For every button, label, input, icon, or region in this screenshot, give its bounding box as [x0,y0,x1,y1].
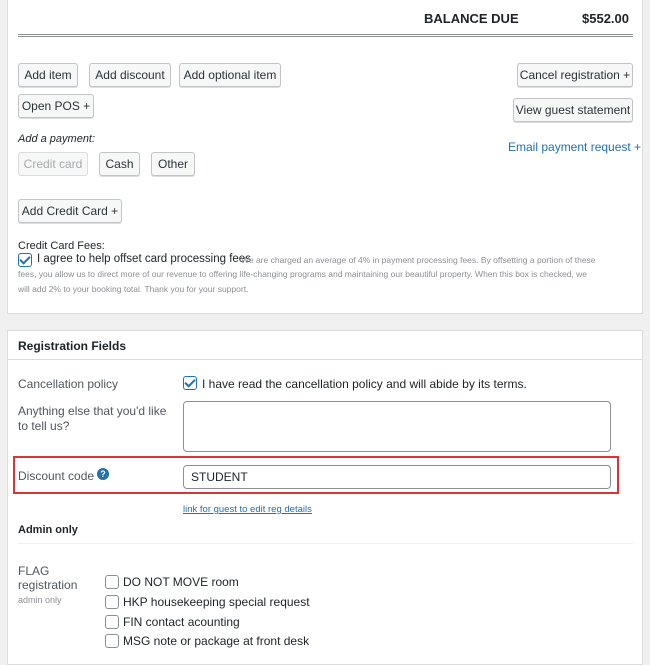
add-credit-card-button[interactable]: Add Credit Card + [18,199,122,223]
balance-label: BALANCE DUE [424,11,519,26]
help-icon[interactable]: ? [97,468,109,480]
flag-label-hkp[interactable]: HKP housekeeping special request [123,595,310,609]
edit-reg-details-link[interactable]: link for guest to edit reg details [183,504,312,515]
offset-fees-checkbox[interactable] [18,253,32,267]
view-guest-statement-button[interactable]: View guest statement [513,98,633,122]
cancellation-policy-checkbox[interactable] [183,376,197,390]
registration-title: Registration Fields [18,339,127,353]
fees-description-line-2: fees, you allow us to direct more of our revenue to offering life-changing programs and maintaining our beautiful property. When this box is checked, we [18,269,588,279]
flag-label-msg[interactable]: MSG note or package at front desk [123,634,310,648]
discount-code-value: STUDENT [191,470,248,484]
add-item-button[interactable]: Add item [18,63,78,87]
flag-checkbox-fin[interactable] [105,615,119,629]
discount-code-input[interactable] [183,465,611,489]
cancel-registration-button[interactable]: Cancel registration + [517,63,633,87]
payment-panel [7,0,643,314]
balance-divider [18,34,633,37]
add-payment-heading: Add a payment: [18,133,96,145]
cancellation-policy-label: Cancellation policy [18,377,119,391]
flag-label-line-2: registration [18,578,78,592]
anything-else-textarea[interactable] [183,401,611,452]
credit-card-fees-heading: Credit Card Fees: [18,240,105,252]
admin-only-heading: Admin only [18,524,78,536]
flag-label-fin[interactable]: FIN contact acounting [123,615,240,629]
admin-divider [18,543,633,544]
email-payment-request-link[interactable]: Email payment request + [508,140,642,154]
offset-fees-label[interactable]: I agree to help offset card processing fees [37,253,251,265]
discount-code-label: Discount code [18,469,95,483]
cancellation-policy-text[interactable]: I have read the cancellation policy and will abide by its terms. [202,377,527,391]
flag-label-do-not-move[interactable]: DO NOT MOVE room [123,575,239,589]
open-pos-button[interactable]: Open POS + [18,94,94,118]
registration-panel [7,330,643,665]
payment-credit-card-button[interactable]: Credit card [18,152,88,176]
flag-checkbox-hkp[interactable] [105,595,119,609]
add-optional-item-button[interactable]: Add optional item [179,63,281,87]
flag-checkbox-do-not-move[interactable] [105,575,119,589]
registration-header-divider [8,359,642,360]
fees-description-line-1: We are charged an average of 4% in payment processing fees. By offsetting a portion of these [241,255,596,265]
payment-cash-button[interactable]: Cash [99,152,140,176]
payment-other-button[interactable]: Other [151,152,195,176]
add-discount-button[interactable]: Add discount [89,63,171,87]
balance-amount: $552.00 [582,11,629,26]
flag-label-line-1: FLAG [18,564,50,578]
flag-checkbox-msg[interactable] [105,634,119,648]
flag-sublabel: admin only [18,595,62,605]
fees-description-line-3: will add 2% to your booking total. Thank you for your support. [18,284,249,294]
anything-else-label-line-1: Anything else that you'd like [18,404,167,418]
anything-else-label-line-2: to tell us? [18,419,70,433]
